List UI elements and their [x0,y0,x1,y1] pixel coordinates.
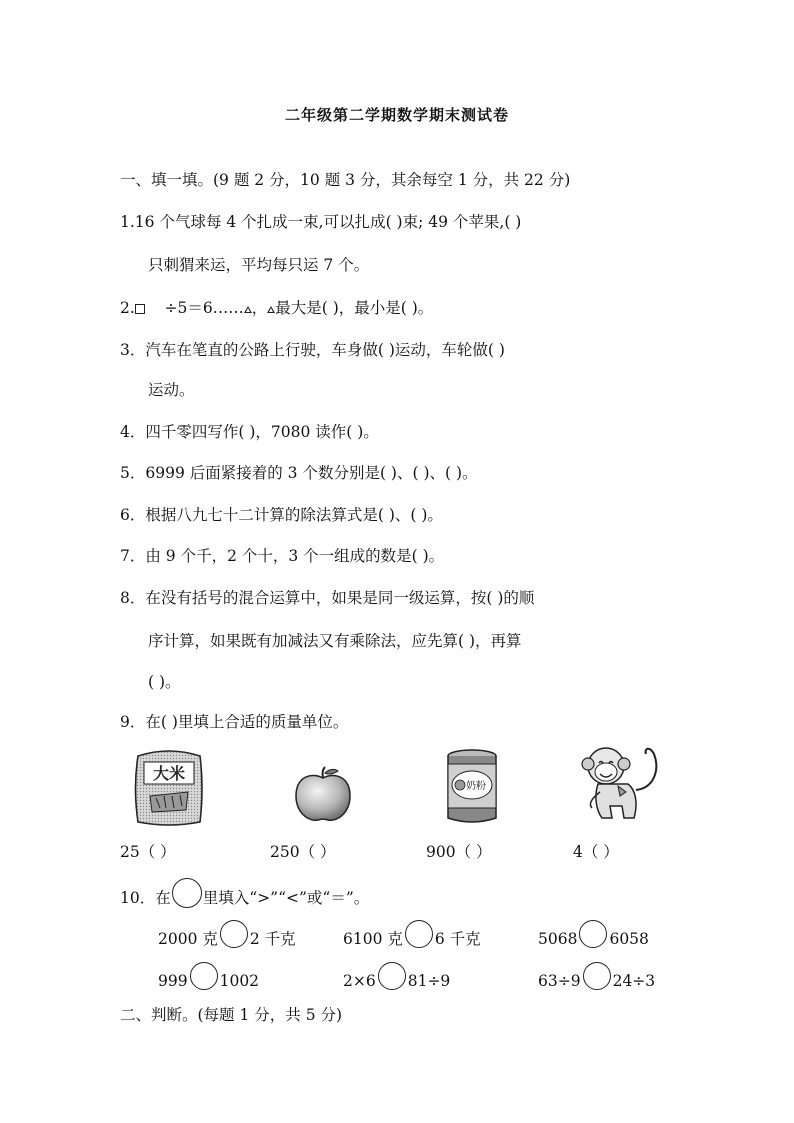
question-3-line-2: 运动。 [148,381,195,399]
answer-circle[interactable] [583,962,611,990]
question-2-comma: ， [251,299,268,317]
square-symbol-icon [135,304,145,314]
milk-powder-can-icon [445,748,499,826]
question-5: 5．6999 后面紧接着的 3 个数分别是( )、( )、( )。 [120,464,478,482]
apple-icon [292,766,354,824]
question-9-line-1: 9．在( )里填上合适的质量单位。 [120,713,349,731]
compare-left: 2000 克 [158,930,218,948]
page-title: 二年级第二学期数学期末测试卷 [284,106,509,124]
compare-right: 6058 [609,930,649,948]
compare-item [538,968,655,996]
compare-right: 81÷9 [407,972,451,990]
question-2-rest: 最大是( )，最小是( )。 [275,299,434,317]
compare-left: 6100 克 [343,930,403,948]
answer-circle[interactable] [220,920,248,948]
triangle-symbol-icon [267,306,275,313]
answer-circle[interactable] [190,962,218,990]
compare-item [158,968,259,996]
question-4: 4．四千零四写作( )，7080 读作( )。 [120,423,379,441]
compare-item [158,926,296,954]
question-1-line-2: 只刺猬来运，平均每只运 7 个。 [148,256,370,274]
circle-symbol-icon [172,878,202,908]
question-1-line-1: 1.16 个气球每 4 个扎成一束,可以扎成( )束; 49 个苹果,( ) [120,213,522,231]
question-10-post: 里填入“>”“<”或“＝”。 [202,889,370,907]
compare-left: 63÷9 [538,972,581,990]
compare-item [343,926,481,954]
can-label-text: 奶粉 [466,781,486,792]
compare-item [538,926,649,954]
question-10-instruction [120,884,369,914]
rice-bag-text: 大米 [152,764,186,783]
compare-right: 24÷3 [612,972,656,990]
question-8-line-1: 8．在没有括号的混合运算中，如果是同一级运算，按( )的顺 [120,589,535,607]
compare-left: 999 [158,972,188,990]
question-2 [120,296,433,318]
question-8-line-3: ( )。 [148,673,181,691]
question-10-pre: 10．在 [120,889,171,907]
question-2-division: ÷5＝6…… [164,299,244,317]
section-1-heading: 一、填一填。(9 题 2 分，10 题 3 分，其余每空 1 分，共 22 分) [120,171,571,189]
q9-answer-1: 25（ ） [120,843,176,861]
monkey-icon [578,740,664,822]
question-8-line-2: 序计算，如果既有加减法又有乘除法，应先算( )，再算 [148,632,522,650]
compare-right: 6 千克 [434,930,481,948]
triangle-symbol-icon [244,306,252,313]
question-7: 7．由 9 个千，2 个十，3 个一组成的数是( )。 [120,547,445,565]
compare-item [343,968,450,996]
q9-answer-3: 900（ ） [426,843,492,861]
section-2-heading: 二、判断。(每题 1 分，共 5 分) [120,1006,343,1024]
question-6: 6．根据八九七十二计算的除法算式是( )、( )。 [120,506,443,524]
compare-left: 2×6 [343,972,376,990]
answer-circle[interactable] [378,962,406,990]
question-3-line-1: 3．汽车在笔直的公路上行驶，车身做( )运动，车轮做( ) [120,341,505,359]
answer-circle[interactable] [579,920,607,948]
compare-right: 2 千克 [249,930,296,948]
compare-right: 1002 [219,972,260,990]
q9-answer-4: 4（ ） [573,843,619,861]
answer-circle[interactable] [405,920,433,948]
rice-bag-icon [130,748,208,828]
question-2-number: 2. [120,299,135,317]
q9-answer-2: 250（ ） [270,843,336,861]
compare-left: 5068 [538,930,578,948]
